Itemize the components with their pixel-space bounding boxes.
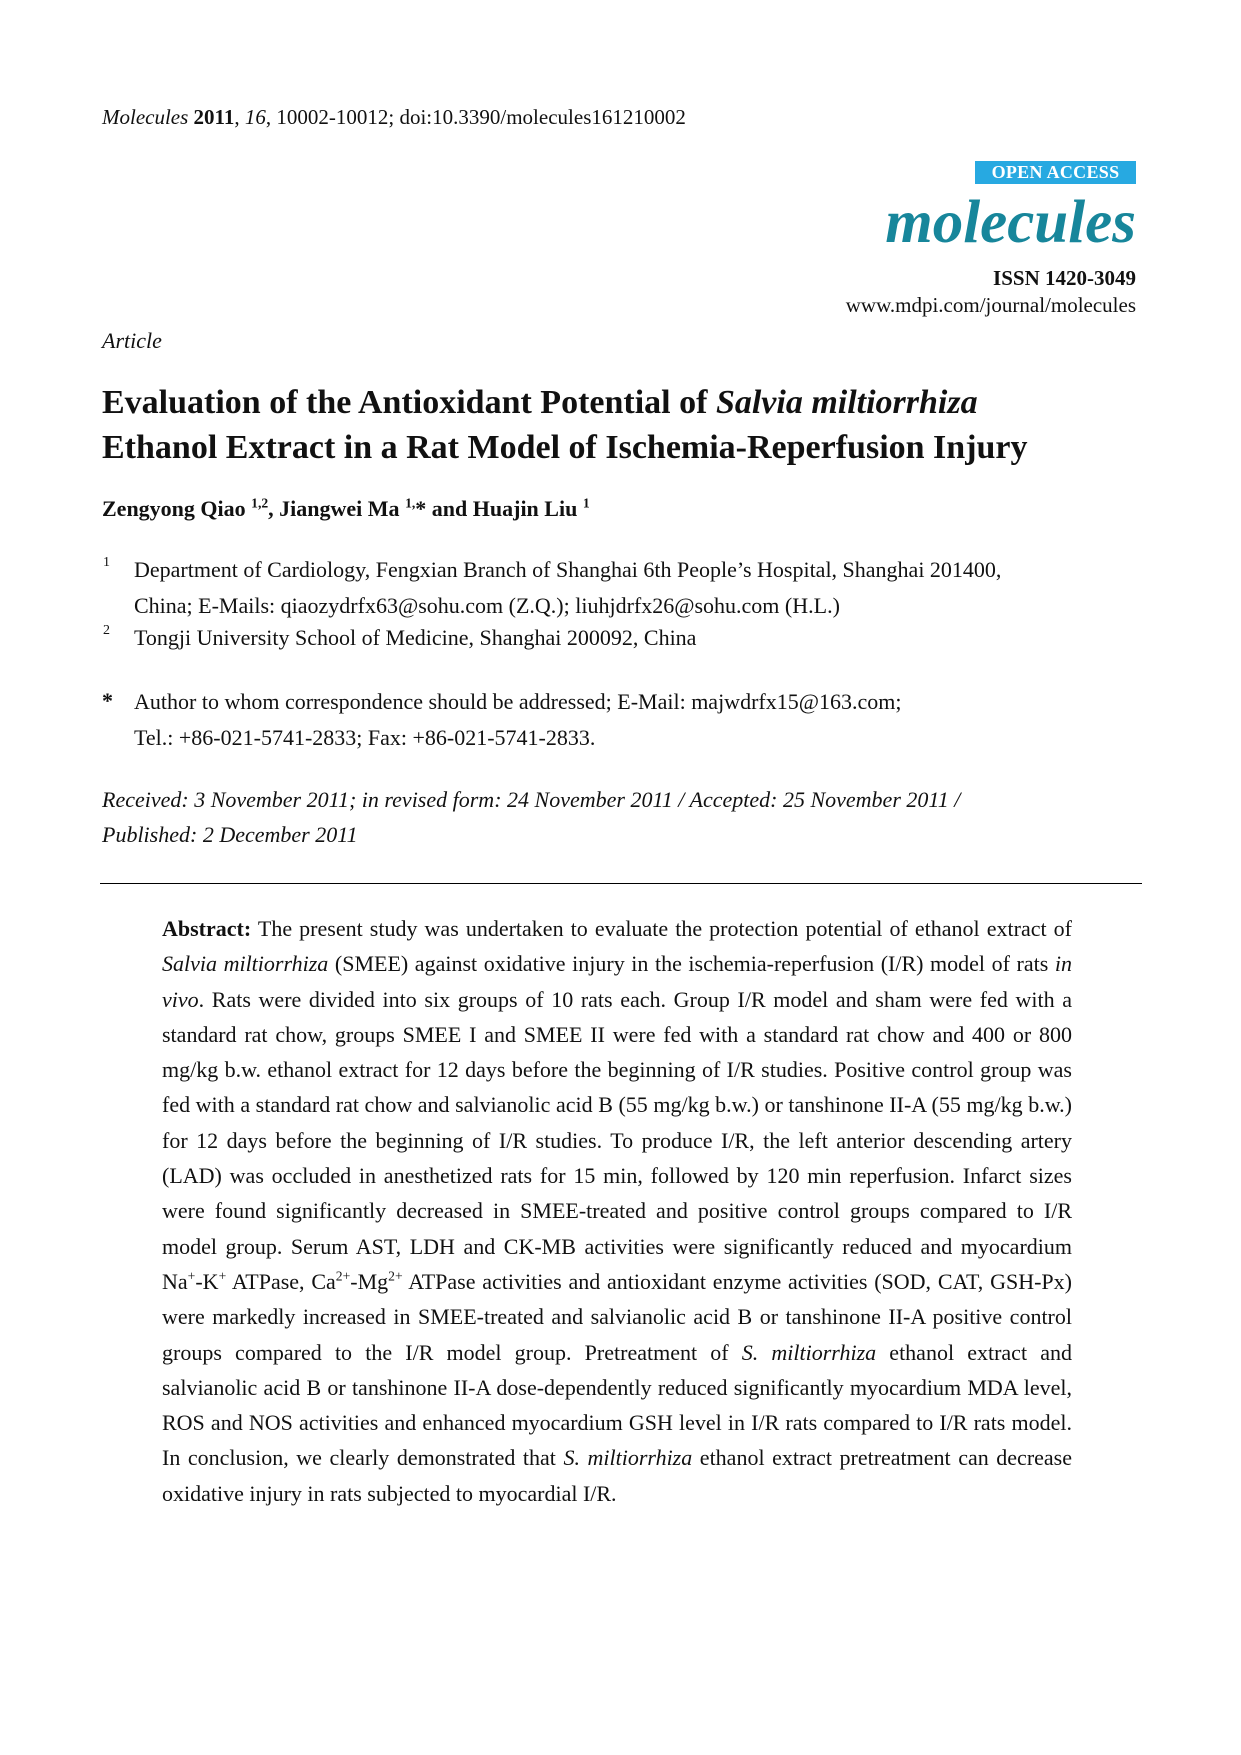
issn: ISSN 1420-3049: [993, 266, 1136, 290]
citation-year: 2011: [193, 105, 235, 129]
publication-dates: Received: 3 November 2011; in revised form: 24 November 2011 / Accepted: 25 November 2011 / Published: 2 December 2011: [102, 787, 961, 847]
author-name: Jiangwei Ma: [279, 496, 406, 521]
corresponding-mark: *: [415, 496, 427, 521]
author-name: Huajin Liu: [472, 496, 583, 521]
title-species: Salvia miltiorrhiza: [715, 384, 978, 421]
correspondence-note: Author to whom correspondence should be addressed; E-Mail: majwdrfx15@163.com; Tel.: +86-021-5741-2833; Fax: +86-021-5741-2833.: [134, 689, 902, 750]
open-access-badge: OPEN ACCESS: [975, 161, 1136, 184]
citation-journal: Molecules: [102, 105, 189, 129]
affiliation-1: Department of Cardiology, Fengxian Branch of Shanghai 6th People’s Hospital, Shanghai 201400, China; E-Mails: qiaozydrfx63@sohu.com (Z.Q.); liuhjdrfx26@sohu.com (H.L.): [134, 557, 1002, 618]
journal-url[interactable]: www.mdpi.com/journal/molecules: [845, 293, 1136, 317]
divider: [100, 883, 1142, 884]
correspondence-star: *: [102, 688, 113, 713]
title-line-2: Ethanol Extract in a Rat Model of Ischemia-Reperfusion Injury: [102, 429, 1028, 466]
abstract-label: Abstract:: [162, 916, 252, 941]
author-list: Zengyong Qiao $^{1,2}$, Jiangwei Ma $^{1,}$* and Huajin Liu $^1$: [102, 495, 590, 521]
title-line-1: Evaluation of the Antioxidant Potential of Salvia miltiorrhiza: [102, 384, 978, 421]
citation-line: Molecules 2011, 16, 10002-10012; doi:10.3390/molecules161210002: [102, 105, 686, 129]
citation-pages-doi: , 10002-10012; doi:10.3390/molecules161210002: [265, 105, 686, 129]
abstract: Abstract: The present study was undertaken to evaluate the protection potential of ethanol extract of Salvia miltiorrhiza (SMEE) against oxidative injury in the ischemia-reperfusion (I/R) model of rats in vivo. Rats were divided into six groups of 10 rats each. Group I/R model and sham were fed with a standard rat chow, groups SMEE I and SMEE II were fed with a standard rat chow and 400 or 800 mg/kg b.w. ethanol extract for 12 days before the beginning of I/R studies. Positive control group was fed with a standard rat chow and salvianolic acid B (55 mg/kg b.w.) or tanshinone II-A (55 mg/kg b.w.) for 12 days before the beginning of I/R studies. To produce I/R, the left anterior descending artery (LAD) was occluded in anesthetized rats for 15 min, followed by 120 min reperfusion. Infarct sizes were found significantly decreased in SMEE-treated and positive control groups compared to I/R model group. Serum AST, LDH and CK-MB activities were significantly reduced and myocardium Na+-K+ ATPase, $Ca^{2+}-Mg^{2+}$ ATPase activities and antioxidant enzyme activities (SOD, CAT, GSH-Px) were markedly increased in SMEE-treated and salvianolic acid B or tanshinone II-A positive control groups compared to the I/R model group. Pretreatment of S. miltiorrhiza ethanol extract and salvianolic acid B or tanshinone II-A dose-dependently reduced significantly myocardium MDA level, ROS and NOS activities and enhanced myocardium GSH level in I/R rats compared to I/R rats model. In conclusion, we clearly demonstrated that S. miltiorrhiza ethanol extract pretreatment can decrease oxidative injury in rats subjected to myocardial I/R.: [162, 916, 1072, 1506]
affiliation-number: 1: [103, 555, 110, 570]
journal-logo-name: molecules: [885, 189, 1136, 256]
citation-volume: 16: [244, 105, 266, 129]
paper-title: [102, 380, 1142, 470]
author-name: Zengyong Qiao: [102, 496, 252, 521]
article-type: Article: [102, 328, 162, 353]
affiliation-number: 2: [103, 623, 110, 638]
affiliation-2: Tongji University School of Medicine, Shanghai 200092, China: [134, 625, 697, 650]
